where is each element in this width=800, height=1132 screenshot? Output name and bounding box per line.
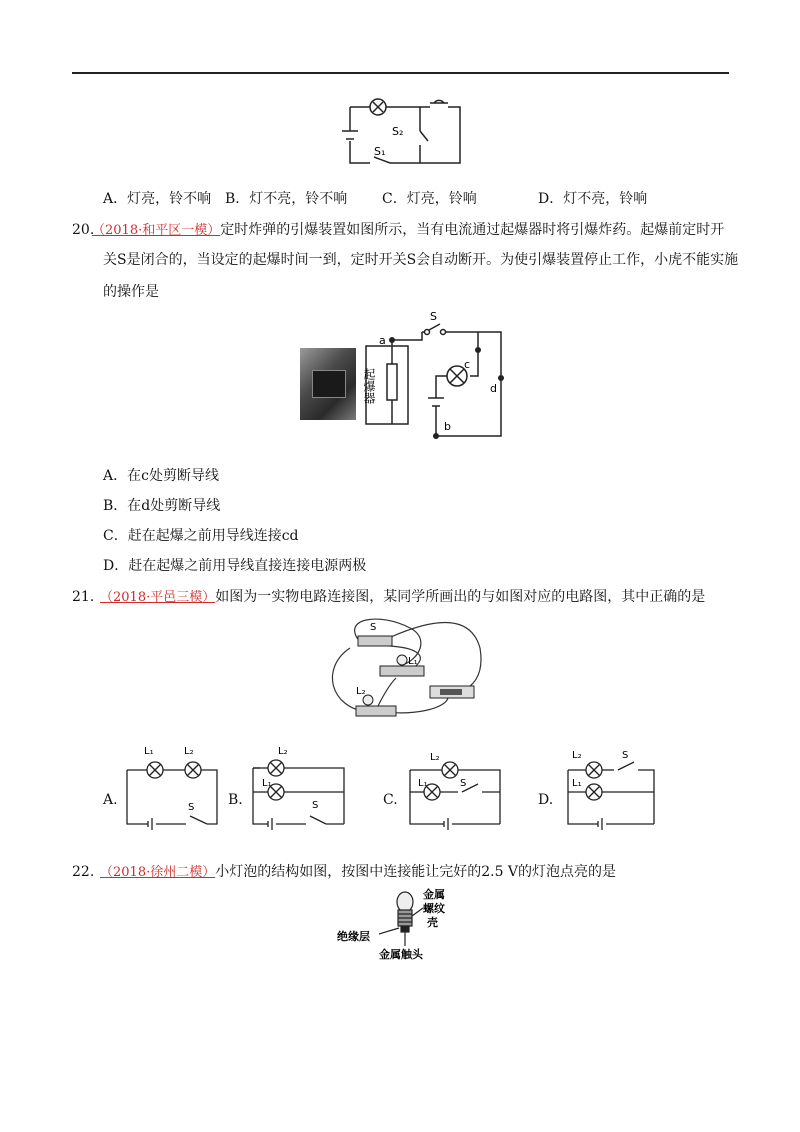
q21-c-l1-label: L₁ [418, 778, 428, 789]
q22-text: 小灯泡的结构如图，按图中连接能让完好的2.5 V的灯泡点亮的是 [215, 864, 617, 880]
q20-option-a: A．在c处剪断导线 [103, 468, 219, 484]
q21-b-l2-label: L₂ [278, 746, 288, 757]
q20-text-3: 的操作是 [103, 284, 159, 300]
q20-point-c-label: c [464, 358, 471, 371]
q21-b-s-label: S [312, 800, 319, 811]
q20-option-d: D．赶在起爆之前用导线直接连接电源两极 [103, 558, 367, 574]
q20-point-d-label: d [490, 382, 497, 395]
q21-photo-l2-label: L₂ [356, 686, 366, 697]
q20-option-b: B．在d处剪断导线 [103, 498, 221, 514]
header-rule [72, 72, 729, 74]
q20-point-a-label: a [379, 334, 386, 347]
q21-option-c-letter: C. [383, 792, 398, 808]
q19-option-d: D．灯不亮，铃响 [538, 191, 648, 207]
q22-shell-label-1: 金属 [423, 888, 445, 901]
q21-option-c-diagram [400, 740, 510, 832]
q21-b-l1-label: L₁ [262, 778, 272, 789]
q21-number: 21. [72, 589, 95, 605]
q22-number: 22. [72, 864, 95, 880]
q21-c-l2-label: L₂ [430, 752, 440, 763]
q21-option-a-letter: A. [103, 792, 118, 808]
q21-option-d-diagram [558, 740, 668, 832]
q21-d-l2-label: L₂ [572, 750, 582, 761]
q20-point-b-label: b [444, 420, 451, 433]
q22-insulator-label: 绝缘层 [337, 930, 370, 943]
q21-option-b-letter: B. [228, 792, 243, 808]
q22-line [100, 862, 616, 883]
q20-text-2: 关S是闭合的，当设定的起爆时间一到，定时开关S会自动断开。为使引爆装置停止工作，小虎不能实施 [103, 252, 739, 268]
q20-text-1: 定时炸弹的引爆装置如图所示，当有电流通过起爆器时将引爆炸药。起爆前定时开 [220, 222, 725, 238]
q21-a-s-label: S [188, 802, 195, 813]
q19-option-b: B．灯不亮，铃不响 [225, 191, 348, 207]
q21-d-l1-label: L₁ [572, 778, 582, 789]
q22-shell-label-3: 壳 [427, 916, 438, 929]
q22-contact-label: 金属触头 [379, 948, 423, 961]
q21-a-l2-label: L₂ [184, 746, 194, 757]
q20-switch-s-label: S [430, 310, 437, 323]
q22-source-tag: （2018·徐州二模） [100, 865, 216, 880]
q21-a-l1-label: L₁ [144, 746, 154, 757]
q21-physical-circuit [320, 608, 490, 726]
q22-shell-label-2: 螺纹 [423, 902, 445, 915]
q21-photo-s-label: S [370, 622, 377, 633]
q19-s2-label: S₂ [392, 125, 404, 138]
q20-line-1 [92, 220, 724, 241]
q22-bulb-diagram [335, 888, 475, 962]
q20-option-c: C．赶在起爆之前用导线连接cd [103, 528, 299, 544]
q21-line [100, 587, 705, 608]
q19-circuit-diagram [330, 95, 470, 175]
q20-number: 20. [72, 222, 95, 238]
q21-photo-l1-label: L₁ [408, 656, 418, 667]
q21-option-a-diagram [122, 740, 222, 832]
q21-option-d-letter: D. [538, 792, 554, 808]
q21-d-s-label: S [622, 750, 629, 761]
q20-circuit-diagram [362, 306, 512, 441]
q19-s1-label: S₁ [374, 145, 386, 158]
q21-option-b-diagram [248, 740, 358, 832]
q21-text: 如图为一实物电路连接图，某同学所画出的与如图对应的电路图，其中正确的是 [215, 589, 706, 605]
q20-source-tag: （2018·和平区一模） [92, 223, 221, 238]
q21-source-tag: （2018·平邑三模） [100, 590, 216, 605]
q19-option-c: C．灯亮，铃响 [382, 191, 477, 207]
q20-detonator-photo [300, 348, 356, 420]
q19-option-a: A．灯亮，铃不响 [103, 191, 212, 207]
q20-device-label: 起爆器 [362, 368, 376, 404]
q21-c-s-label: S [460, 778, 467, 789]
